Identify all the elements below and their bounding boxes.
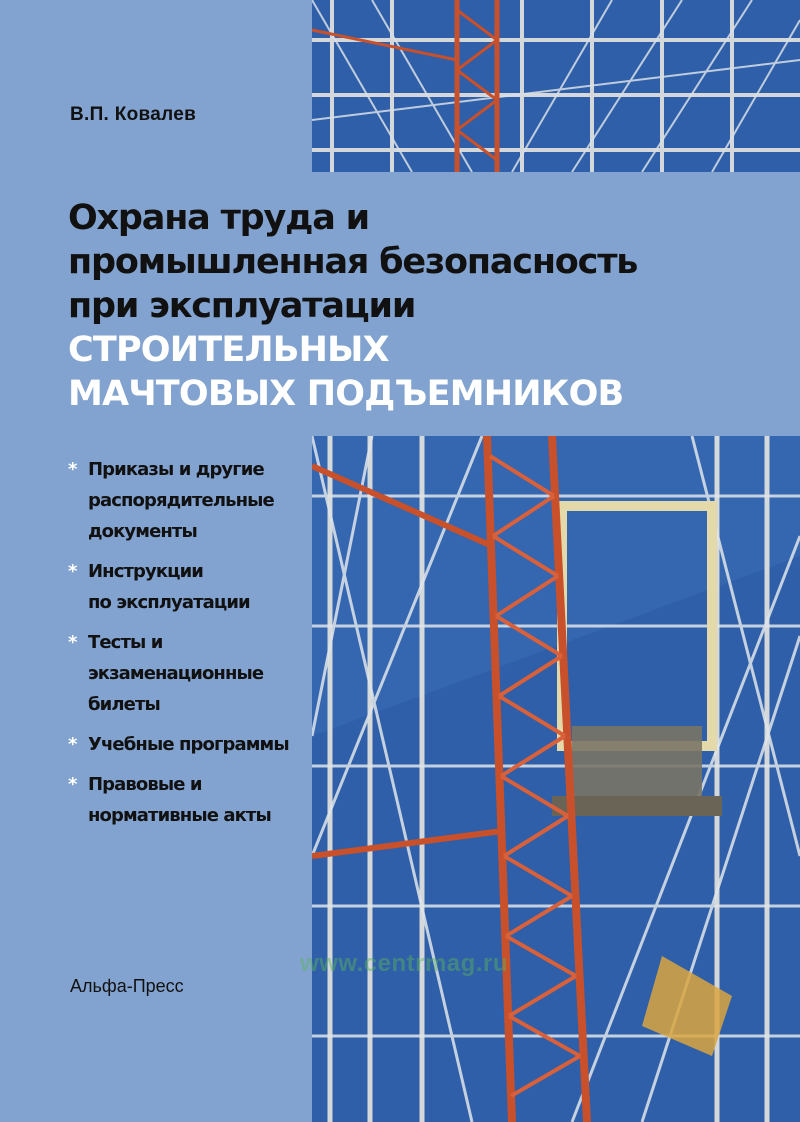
contents-item-line: распорядительные: [88, 490, 274, 511]
bullet-star-icon: *: [68, 632, 77, 653]
contents-item-line: билеты: [88, 694, 160, 715]
bullet-star-icon: *: [68, 734, 77, 755]
bullet-star-icon: *: [68, 561, 77, 582]
contents-item-line: документы: [88, 521, 197, 542]
title-line-3: при эксплуатации: [68, 286, 416, 326]
scaffold-photo-bottom-image: [312, 436, 800, 1122]
bullet-star-icon: *: [68, 459, 77, 480]
contents-item-line: Инструкции: [88, 561, 204, 582]
title-accent-line-1: СТРОИТЕЛЬНЫХ: [68, 330, 389, 370]
contents-item-legal-acts: [68, 769, 318, 831]
contents-list: [68, 454, 318, 840]
contents-item-line: Правовые и: [88, 774, 202, 795]
author-name: В.П. Ковалев: [70, 104, 197, 125]
book-title: [68, 196, 688, 416]
contents-item-programs: [68, 729, 318, 760]
bullet-star-icon: *: [68, 774, 77, 795]
contents-item-line: Тесты и: [88, 632, 163, 653]
contents-item-line: нормативные акты: [88, 805, 271, 826]
contents-item-orders: [68, 454, 318, 547]
title-line-2: промышленная безопасность: [68, 242, 638, 282]
scaffold-photo-top: [312, 0, 800, 172]
contents-item-line: Учебные программы: [88, 734, 289, 755]
title-line-1: Охрана труда и: [68, 198, 369, 238]
title-accent-line-2: МАЧТОВЫХ ПОДЪЕМНИКОВ: [68, 374, 624, 414]
scaffold-photo-bottom: [312, 436, 800, 1122]
contents-item-tests: [68, 627, 318, 720]
contents-item-line: экзаменационные: [88, 663, 264, 684]
contents-item-line: по эксплуатации: [88, 592, 250, 613]
watermark: www.centrmag.ru: [300, 950, 508, 977]
contents-item-line: Приказы и другие: [88, 459, 264, 480]
contents-item-instructions: [68, 556, 318, 618]
scaffold-photo-top-image: [312, 0, 800, 172]
publisher-name: Альфа-Пресс: [70, 976, 184, 996]
